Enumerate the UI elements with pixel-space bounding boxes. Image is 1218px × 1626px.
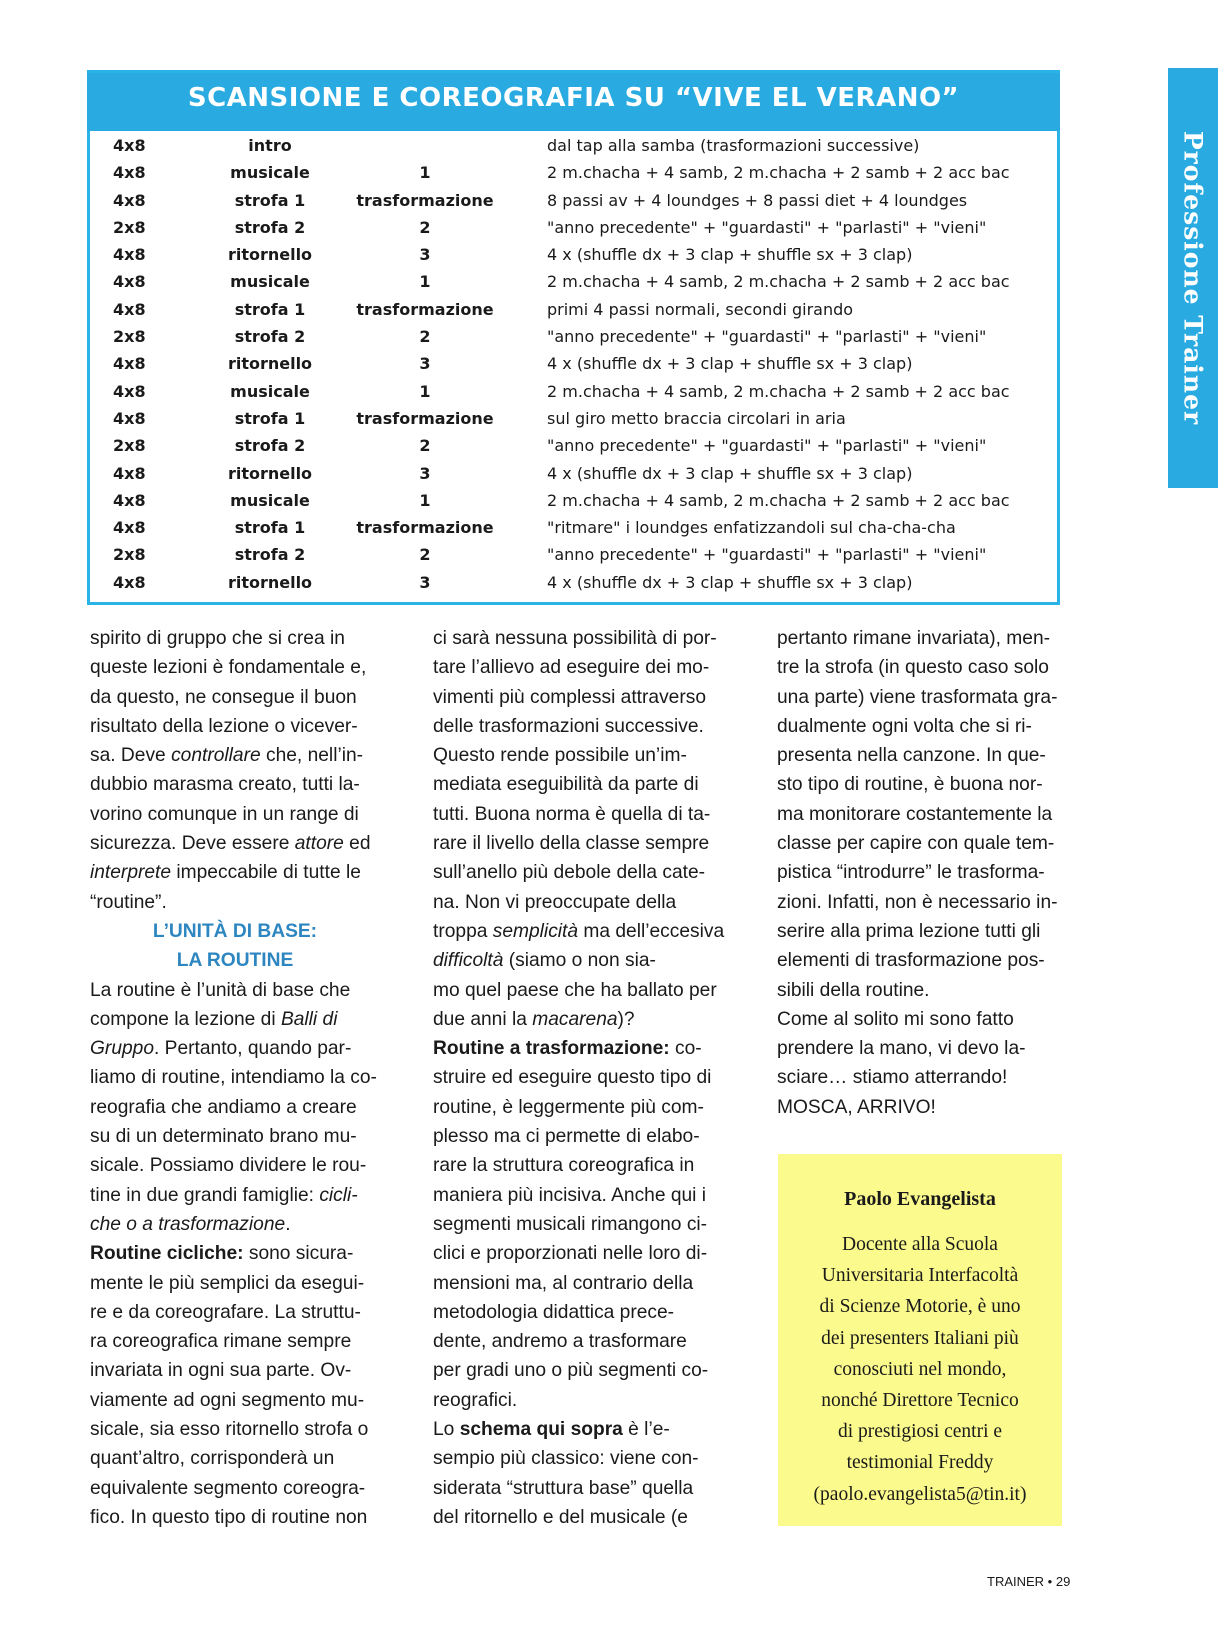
- text-line: Routine a trasformazione: co-: [433, 1038, 702, 1060]
- table-row: [90, 405, 1057, 432]
- text-line: metodologia didattica prece-: [433, 1301, 675, 1323]
- text-line: prendere la mano, vi devo la-: [777, 1038, 1026, 1060]
- text-line: ra coreografica rimane sempre: [90, 1331, 352, 1353]
- segment-number: trasformazione: [356, 299, 494, 319]
- section-tab: [1168, 68, 1218, 488]
- text-line: ci sarà nessuna possibilità di por-: [433, 628, 717, 649]
- author-bio: [778, 1229, 1062, 1510]
- text-line: tutti. Buona norma è quella di ta-: [433, 803, 711, 825]
- table-row: [90, 350, 1057, 377]
- bio-line: (paolo.evangelista5@tin.it): [813, 1483, 1027, 1505]
- segment-number: 1: [419, 381, 431, 401]
- step-description: "ritmare" i loundges enfatizzandoli sul cha-cha-cha: [547, 518, 956, 538]
- segment-number: 3: [419, 245, 431, 265]
- step-description: 2 m.chacha + 4 samb, 2 m.chacha + 2 samb + 2 acc bac: [547, 381, 1010, 401]
- text-line: La routine è l’unità di base che: [90, 979, 351, 1001]
- segment-number: 1: [419, 490, 431, 510]
- bio-line: Docente alla Scuola: [842, 1234, 998, 1255]
- text-line: zioni. Infatti, non è necessario in-: [777, 891, 1058, 913]
- text-line: maniera più incisiva. Anche qui i: [433, 1184, 707, 1206]
- beat-count: 4x8: [113, 163, 146, 183]
- text-line: sto tipo di routine, è buona nor-: [777, 774, 1043, 796]
- text-line: da questo, ne consegue il buon: [90, 686, 357, 708]
- text-line: fico. In questo tipo di routine non: [90, 1506, 368, 1528]
- segment-number: 1: [419, 163, 431, 183]
- bio-line: conosciuti nel mondo,: [833, 1358, 1007, 1380]
- text-line: siderata “struttura base” quella: [433, 1477, 694, 1499]
- step-description: "anno precedente" + "guardasti" + "parlasti" + "vieni": [547, 217, 987, 237]
- article-column-2: [433, 624, 723, 1532]
- text-line: vimenti più complessi attraverso: [433, 686, 706, 708]
- text-line: rare il livello della classe sempre: [433, 833, 710, 855]
- text-line: dualmente ogni volta che si ri-: [777, 715, 1032, 737]
- step-description: 8 passi av + 4 loundges + 8 passi diet + 4 loundges: [547, 190, 968, 210]
- text-line: viamente ad ogni segmento mu-: [90, 1389, 365, 1411]
- table-row: [90, 187, 1057, 214]
- beat-count: 4x8: [113, 572, 146, 592]
- text-line: ma monitorare costantemente la: [777, 803, 1053, 825]
- beat-count: 4x8: [113, 299, 146, 319]
- text-line: segmenti musicali rimangono ci-: [433, 1213, 708, 1235]
- text-line: sempio più classico: viene con-: [433, 1448, 699, 1470]
- text-line: sicale. Possiamo dividere le rou-: [90, 1155, 367, 1177]
- song-part: musicale: [230, 272, 310, 292]
- text-line: compone la lezione di Balli di: [90, 1008, 338, 1030]
- beat-count: 4x8: [113, 381, 146, 401]
- song-part: strofa 1: [234, 518, 306, 538]
- table-row: [90, 296, 1057, 323]
- text-line: mediata eseguibilità da parte di: [433, 774, 699, 796]
- text-line: Gruppo. Pertanto, quando par-: [90, 1038, 352, 1060]
- text-line: na. Non vi preoccupate della: [433, 891, 677, 913]
- step-description: "anno precedente" + "guardasti" + "parlasti" + "vieni": [547, 545, 987, 565]
- bio-line: testimonial Freddy: [846, 1452, 994, 1474]
- beat-count: 4x8: [113, 518, 146, 538]
- song-part: musicale: [230, 490, 310, 510]
- text-line: “routine”.: [90, 891, 167, 913]
- text-line: quant’altro, corrisponderà un: [90, 1448, 335, 1470]
- song-part: strofa 1: [234, 299, 306, 319]
- text-line: su di un determinato brano mu-: [90, 1126, 357, 1148]
- beat-count: 4x8: [113, 190, 146, 210]
- step-description: dal tap alla samba (trasformazioni successive): [547, 136, 920, 155]
- article-column-1: [90, 624, 380, 1532]
- step-description: 4 x (shuffle dx + 3 clap + shuffle sx + 3 clap): [547, 572, 913, 592]
- beat-count: 2x8: [113, 327, 146, 347]
- text-line: dente, andremo a trasformare: [433, 1331, 687, 1353]
- text-line: plesso ma ci permette di elabo-: [433, 1126, 700, 1148]
- text-line: equivalente segmento coreogra-: [90, 1477, 366, 1499]
- segment-number: 3: [419, 463, 431, 483]
- table-row: [90, 159, 1057, 186]
- text-line: re e da coreografare. La struttu-: [90, 1301, 361, 1323]
- step-description: 2 m.chacha + 4 samb, 2 m.chacha + 2 samb + 2 acc bac: [547, 163, 1010, 183]
- table-title: SCANSIONE E COREOGRAFIA SU “VIVE EL VERANO”: [187, 83, 960, 113]
- song-part: ritornello: [227, 572, 313, 592]
- text-line: sa. Deve controllare che, nell’in-: [90, 745, 364, 767]
- text-line: sciare… stiamo atterrando!: [777, 1067, 1008, 1089]
- table-row: [90, 569, 1057, 596]
- text-line: pertanto rimane invariata), men-: [777, 628, 1051, 649]
- song-part: strofa 2: [234, 327, 306, 347]
- step-description: primi 4 passi normali, secondi girando: [547, 299, 854, 319]
- section-tab-label: Professione Trainer: [1178, 130, 1208, 426]
- table-header: [87, 70, 1060, 131]
- table-row: [90, 241, 1057, 268]
- beat-count: 2x8: [113, 436, 146, 456]
- text-line: Routine cicliche: sono sicura-: [90, 1243, 354, 1265]
- text-line: vorino comunque in un range di: [90, 803, 359, 825]
- beat-count: 4x8: [113, 463, 146, 483]
- text-line: reografici.: [433, 1389, 518, 1411]
- step-description: "anno precedente" + "guardasti" + "parlasti" + "vieni": [547, 436, 987, 456]
- text-line: interprete impeccabile di tutte le: [90, 862, 361, 884]
- table-row: [90, 268, 1057, 295]
- page-footer: TRAINER • 29: [987, 1574, 1071, 1589]
- segment-number: trasformazione: [356, 518, 494, 538]
- step-description: 4 x (shuffle dx + 3 clap + shuffle sx + 3 clap): [547, 245, 913, 265]
- text-line: mo quel paese che ha ballato per: [433, 979, 717, 1001]
- table-body: [90, 132, 1057, 596]
- text-line: rare la struttura coreografica in: [433, 1155, 695, 1177]
- table-row: [90, 514, 1057, 541]
- song-part: ritornello: [227, 354, 313, 374]
- text-line: del ritornello e del musicale (e: [433, 1506, 688, 1528]
- text-line: mente le più semplici da esegui-: [90, 1272, 365, 1294]
- bio-line: di Scienze Motorie, è uno: [819, 1296, 1021, 1318]
- segment-number: 2: [419, 545, 431, 565]
- song-part: strofa 1: [234, 190, 306, 210]
- table-row: [90, 541, 1057, 568]
- text-line: una parte) viene trasformata gra-: [777, 686, 1058, 708]
- text-line: MOSCA, ARRIVO!: [777, 1096, 936, 1118]
- segment-number: trasformazione: [356, 190, 494, 210]
- song-part: ritornello: [227, 245, 313, 265]
- segment-number: 1: [419, 272, 431, 292]
- text-line: tare l’allievo ad eseguire dei mo-: [433, 657, 710, 679]
- beat-count: 4x8: [113, 272, 146, 292]
- song-part: strofa 2: [234, 436, 306, 456]
- beat-count: 4x8: [113, 136, 146, 155]
- bio-line: Universitaria Interfacoltà: [821, 1265, 1019, 1287]
- bio-line: dei presenters Italiani più: [821, 1327, 1019, 1349]
- text-line: reografia che andiamo a creare: [90, 1096, 357, 1118]
- song-part: musicale: [230, 163, 310, 183]
- segment-number: 2: [419, 436, 431, 456]
- table-row: [90, 132, 1057, 159]
- text-line: serire alla prima lezione tutti gli: [777, 920, 1041, 942]
- article-column-3: [777, 624, 1077, 1122]
- segment-number: 2: [419, 217, 431, 237]
- song-part: intro: [248, 136, 292, 155]
- text-line: tre la strofa (in questo caso solo: [777, 657, 1049, 679]
- author-box: [778, 1154, 1062, 1526]
- text-line: queste lezioni è fondamentale e,: [90, 657, 367, 679]
- table-row: [90, 378, 1057, 405]
- author-name: Paolo Evangelista: [844, 1188, 996, 1210]
- song-part: strofa 2: [234, 217, 306, 237]
- text-line: Come al solito mi sono fatto: [777, 1008, 1014, 1030]
- segment-number: trasformazione: [356, 408, 494, 428]
- text-line: difficoltà (siamo o non sia-: [433, 950, 656, 972]
- step-description: 4 x (shuffle dx + 3 clap + shuffle sx + 3 clap): [547, 354, 913, 374]
- bio-line: nonché Direttore Tecnico: [821, 1390, 1019, 1412]
- table-row: [90, 214, 1057, 241]
- beat-count: 2x8: [113, 545, 146, 565]
- step-description: 2 m.chacha + 4 samb, 2 m.chacha + 2 samb + 2 acc bac: [547, 272, 1010, 292]
- text-line: clici e proporzionati nelle loro di-: [433, 1243, 708, 1265]
- text-line: sibili della routine.: [777, 979, 930, 1001]
- segment-number: 2: [419, 327, 431, 347]
- text-line: sicurezza. Deve essere attore ed: [90, 833, 371, 855]
- text-line: routine, è leggermente più com-: [433, 1096, 704, 1118]
- beat-count: 4x8: [113, 490, 146, 510]
- text-line: struire ed eseguire questo tipo di: [433, 1067, 712, 1089]
- table-row: [90, 460, 1057, 487]
- beat-count: 4x8: [113, 245, 146, 265]
- text-line: sull’anello più debole della cate-: [433, 862, 706, 884]
- text-line: classe per capire con quale tem-: [777, 833, 1055, 855]
- song-part: strofa 1: [234, 408, 306, 428]
- step-description: sul giro metto braccia circolari in aria: [547, 408, 846, 428]
- text-line: delle trasformazioni successive.: [433, 715, 704, 737]
- step-description: 4 x (shuffle dx + 3 clap + shuffle sx + 3 clap): [547, 463, 913, 483]
- section-heading: LA ROUTINE: [176, 950, 294, 972]
- text-line: che o a trasformazione.: [90, 1213, 291, 1235]
- choreography-table: [87, 70, 1060, 605]
- text-line: mensioni ma, al contrario della: [433, 1272, 694, 1294]
- text-line: liamo di routine, intendiamo la co-: [90, 1067, 377, 1089]
- table-row: [90, 323, 1057, 350]
- text-line: dubbio marasma creato, tutti la-: [90, 774, 360, 796]
- song-part: musicale: [230, 381, 310, 401]
- table-row: [90, 487, 1057, 514]
- text-line: spirito di gruppo che si crea in: [90, 628, 345, 649]
- song-part: ritornello: [227, 463, 313, 483]
- text-line: elementi di trasformazione pos-: [777, 950, 1045, 972]
- segment-number: 3: [419, 572, 431, 592]
- beat-count: 4x8: [113, 354, 146, 374]
- beat-count: 2x8: [113, 217, 146, 237]
- text-line: tine in due grandi famiglie: cicli-: [90, 1184, 358, 1206]
- text-line: troppa semplicità ma dell’eccesiva: [433, 920, 725, 942]
- segment-number: 3: [419, 354, 431, 374]
- bio-line: di prestigiosi centri e: [837, 1421, 1003, 1443]
- step-description: 2 m.chacha + 4 samb, 2 m.chacha + 2 samb + 2 acc bac: [547, 490, 1010, 510]
- text-line: pistica “introdurre” le trasforma-: [777, 862, 1045, 884]
- text-line: Lo schema qui sopra è l’e-: [433, 1419, 670, 1441]
- step-description: "anno precedente" + "guardasti" + "parlasti" + "vieni": [547, 327, 987, 347]
- text-line: presenta nella canzone. In que-: [777, 745, 1046, 767]
- text-line: invariata in ogni sua parte. Ov-: [90, 1360, 352, 1382]
- text-line: sicale, sia esso ritornello strofa o: [90, 1419, 369, 1441]
- text-line: Questo rende possibile un’im-: [433, 745, 687, 767]
- song-part: strofa 2: [234, 545, 306, 565]
- text-line: per gradi uno o più segmenti co-: [433, 1360, 709, 1382]
- table-row: [90, 432, 1057, 459]
- section-heading: L’UNITÀ DI BASE:: [152, 920, 318, 942]
- text-line: risultato della lezione o vicever-: [90, 715, 358, 737]
- text-line: due anni la macarena)?: [433, 1008, 635, 1030]
- beat-count: 4x8: [113, 408, 146, 428]
